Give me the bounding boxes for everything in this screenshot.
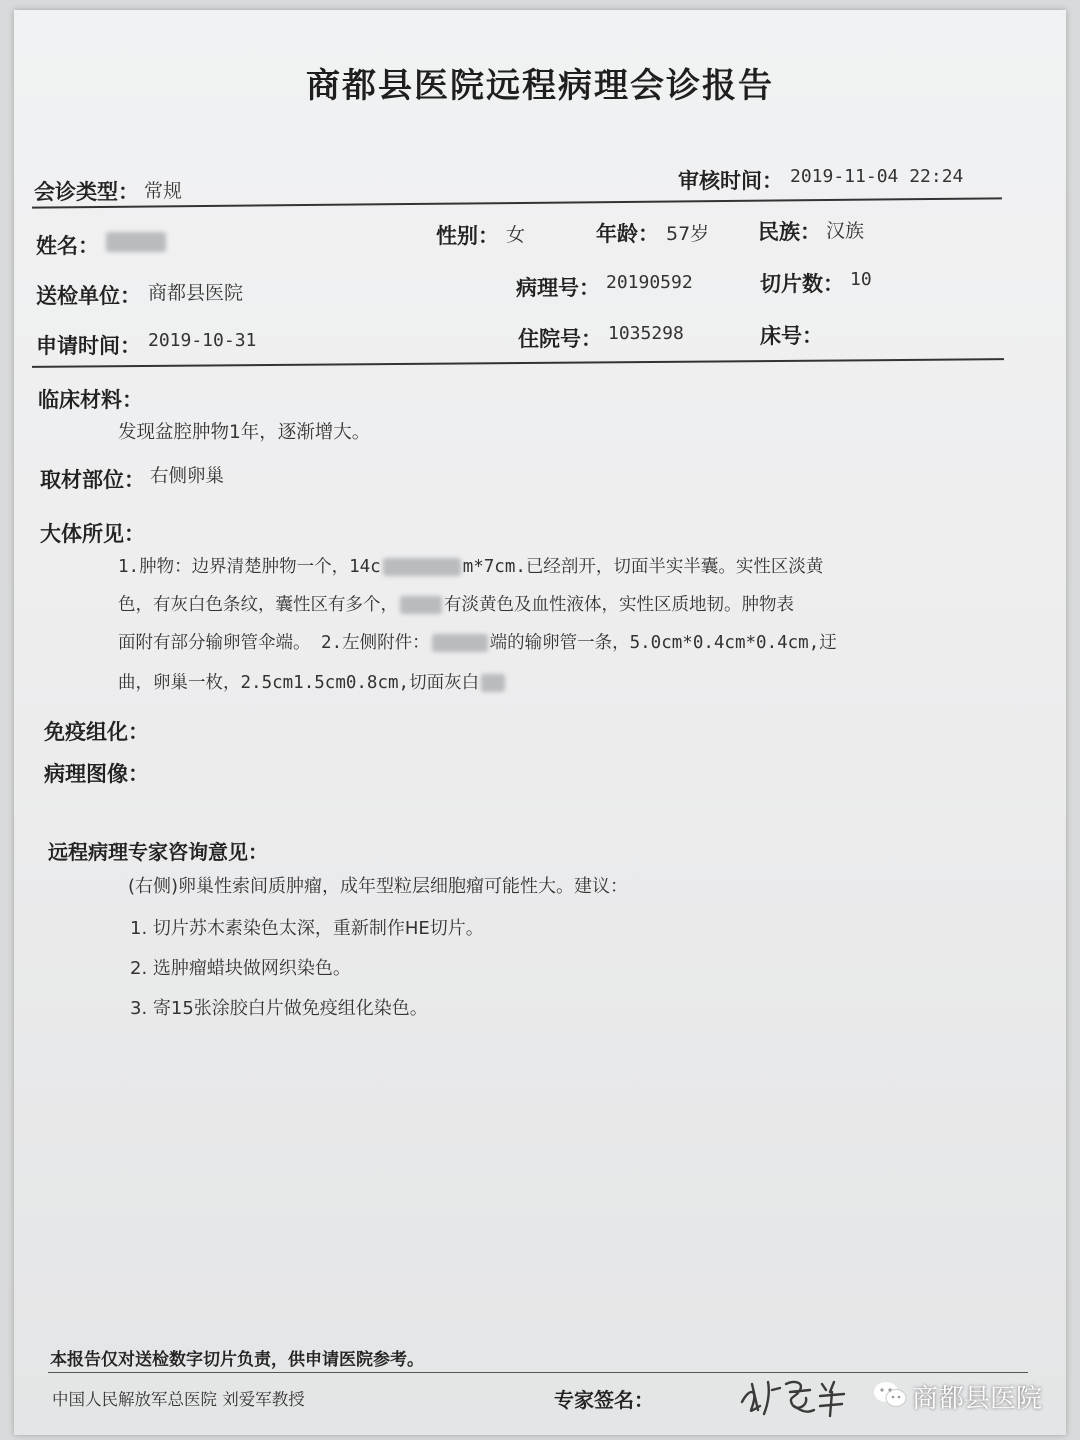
gross-redacted-4 [481,674,505,692]
image-label: 病理图像： [44,762,149,786]
gross-line-3b: 端的输卵管一条，5.0cm*0.4cm*0.4cm,迂 [489,633,837,653]
patient-divider [32,358,1004,368]
consult-type-value: 常规 [144,180,183,202]
unit-value: 商都县医院 [148,282,244,304]
consult-type-label: 会诊类型： [34,180,139,204]
pathology-no-value: 20190592 [606,272,693,293]
apply-time-value: 2019-10-31 [148,330,257,351]
disclaimer-text: 本报告仅对送检数字切片负责，供申请医院参考。 [50,1350,424,1370]
opinion-diagnosis: (右侧)卵巢性索间质肿瘤，成年型粒层细胞瘤可能性大。建议： [128,876,629,897]
clinical-label: 临床材料： [38,388,143,412]
name-label: 姓名： [36,234,99,258]
opinion-item-3: 3. 寄15张涂胶白片做免疫组化染色。 [130,998,428,1019]
age-value: 57岁 [666,223,710,245]
review-time-value: 2019-11-04 22:24 [790,166,964,187]
gross-line-1a: 1.肿物：边界清楚肿物一个，14c [118,557,381,577]
opinion-item-1: 1. 切片苏木素染色太深，重新制作HE切片。 [130,918,484,939]
ethnicity-value: 汉族 [826,220,865,242]
gross-redacted-2 [400,596,442,614]
report-paper [14,10,1066,1435]
gross-redacted-1 [383,558,461,576]
wechat-icon [872,1380,908,1410]
inpatient-no-label: 住院号： [518,327,602,351]
slice-count-label: 切片数： [760,272,844,296]
review-time-label: 审核时间： [678,169,783,193]
pathology-no-label: 病理号： [516,276,600,300]
immuno-label: 免疫组化： [44,720,149,744]
opinion-label: 远程病理专家咨询意见： [48,840,268,864]
footer-divider [48,1372,1028,1373]
expert-name: 中国人民解放军总医院 刘爱军教授 [52,1390,305,1409]
slice-count-value: 10 [850,269,872,290]
gross-line-1b: m*7cm.已经剖开，切面半实半囊。实性区淡黄 [462,557,824,577]
site-label: 取材部位： [40,468,145,492]
gross-line-3a: 面附有部分输卵管伞端。 2.左侧附件： [118,633,430,653]
site-value: 右侧卵巢 [150,466,225,487]
unit-label: 送检单位： [36,284,141,308]
name-redacted [106,232,166,252]
report-title: 商都县医院远程病理会诊报告 [306,66,774,106]
gross-line-2a: 色，有灰白色条纹，囊性区有多个， [118,595,398,615]
bed-no-label: 床号： [760,324,823,348]
gross-line-2 [118,586,794,624]
opinion-item-2: 2. 选肿瘤蜡块做网织染色。 [130,958,351,979]
apply-time-label: 申请时间： [36,334,141,358]
gross-line-2b: 有淡黄色及血性液体，实性区质地韧。肿物表 [444,595,794,615]
ethnicity-label: 民族： [758,220,821,244]
signature-label: 专家签名： [554,1388,654,1412]
gender-label: 性别： [436,224,499,248]
gross-line-4 [118,664,507,702]
age-label: 年龄： [596,222,659,246]
gross-redacted-3 [432,634,488,652]
gross-line-3 [118,624,837,662]
gross-label: 大体所见： [40,522,145,546]
handwritten-signature [734,1370,854,1420]
clinical-text: 发现盆腔肿物1年，逐渐增大。 [118,422,371,443]
gross-line-4a: 曲，卵巢一枚，2.5cm1.5cm0.8cm,切面灰白 [118,673,480,693]
watermark-text: 商都县医院 [912,1384,1043,1414]
inpatient-no-value: 1035298 [608,323,684,344]
gross-line-1 [118,548,823,586]
gender-value: 女 [506,224,526,246]
